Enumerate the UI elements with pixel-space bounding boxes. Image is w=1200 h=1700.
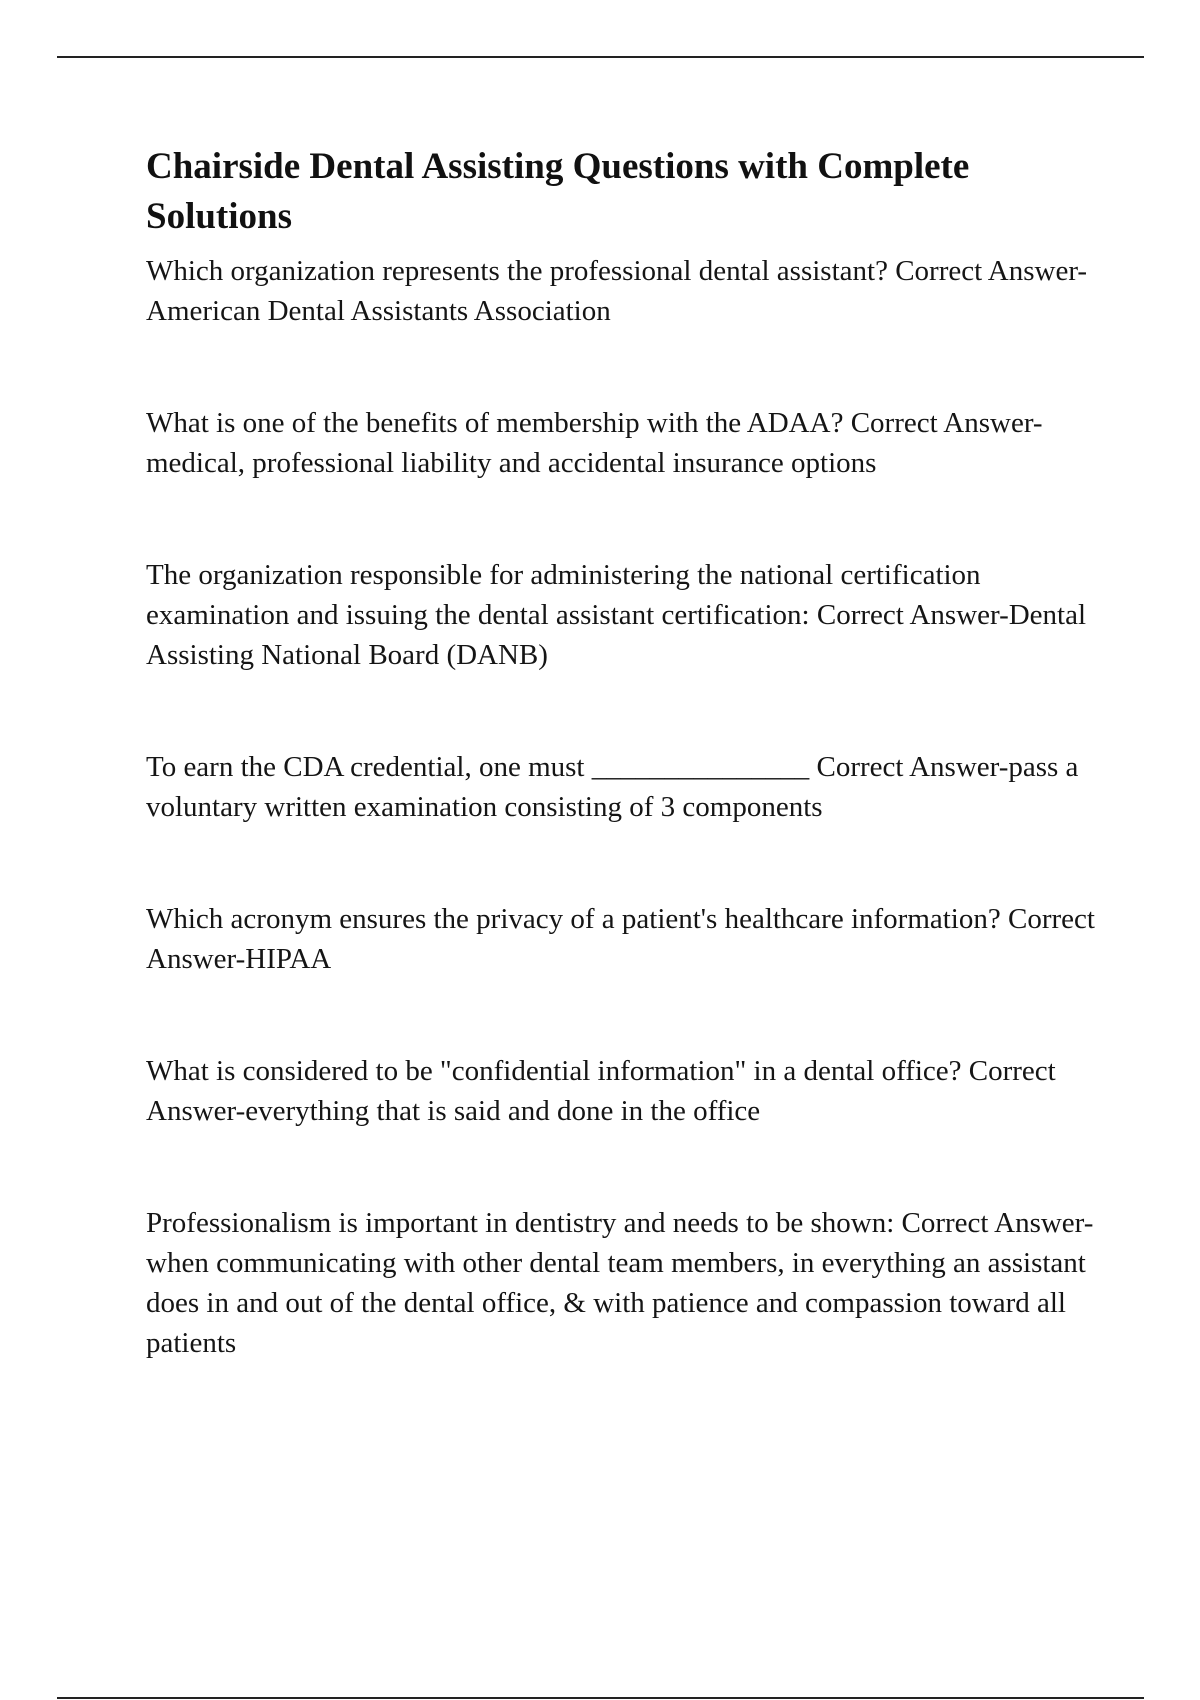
qa-item: What is one of the benefits of membership with the ADAA? Correct Answer-medical, professional liability and accidental insurance options — [146, 407, 1043, 479]
document-body — [146, 142, 1106, 1363]
qa-item: The organization responsible for administering the national certification examination and issuing the dental assistant certification: Correct Answer-Dental Assisting National Board (DANB) — [146, 559, 1087, 671]
top-rule — [57, 56, 1144, 58]
qa-item: Professionalism is important in dentistry and needs to be shown: Correct Answer-when communicating with other dental team members, in everything an assistant does in and out of the dental office, & with patience and compassion toward all patients — [146, 1207, 1094, 1359]
document-title: Chairside Dental Assisting Questions with Complete Solutions — [146, 146, 970, 237]
qa-item: To earn the CDA credential, one must _______________ Correct Answer-pass a voluntary written examination consisting of 3 components — [146, 751, 1079, 823]
qa-item: What is considered to be "confidential information" in a dental office? Correct Answer-everything that is said and done in the office — [146, 1055, 1056, 1127]
qa-item: Which acronym ensures the privacy of a patient's healthcare information? Correct Answer-HIPAA — [146, 903, 1095, 975]
qa-item: Which organization represents the professional dental assistant? Correct Answer-American Dental Assistants Association — [146, 255, 1088, 327]
bottom-rule — [57, 1697, 1144, 1699]
